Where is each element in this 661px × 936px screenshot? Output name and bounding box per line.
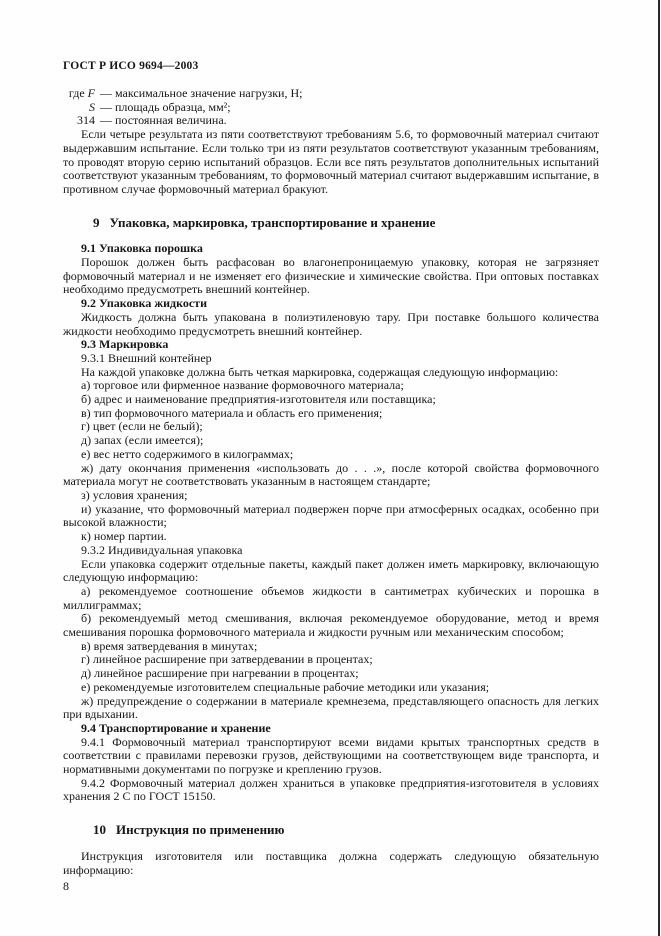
list-item: д) запах (если имеется); (81, 433, 204, 448)
list-item: а) рекомендуемое соотношение объемов жидкости в сантиметрах кубических и порошка в миллиграммах; (63, 583, 599, 612)
body-paragraph: 9.4.2 Формовочный материал должен храниться в упаковке предприятия-изготовителя в условиях хранения 2 С по ГОСТ 15150. (63, 775, 599, 804)
section-9-heading (63, 216, 599, 230)
standard-number-header: ГОСТ Р ИСО 9694—2003 (63, 60, 199, 72)
subsection-9-1-heading: 9.1 Упаковка порошка (81, 241, 203, 256)
document-body (63, 87, 599, 877)
section-10-heading (63, 823, 599, 837)
legend-constant: 314 (77, 113, 95, 128)
list-intro-paragraph: На каждой упаковке должна быть четкая маркировка, содержащая следующую информацию: (81, 364, 559, 379)
subsection-9-3-2-heading: 9.3.2 Индивидуальная упаковка (81, 542, 243, 557)
section-title-text: Инструкция по применению (116, 822, 285, 838)
body-paragraph: Порошок должен быть расфасован во влагонепроницаемую упаковку, которая не загрязняет формовочный материал и не изменяет его физические и химические свойства. При оптовых поставках необходимо предусмотреть внешний контейнер. (63, 255, 599, 297)
section-title-text: Упаковка, маркировка, транспортирование и хранение (109, 214, 436, 230)
legend-line (63, 101, 599, 115)
legend-variable: S (89, 99, 95, 114)
legend-term (63, 87, 95, 101)
list-item: ж) предупреждение о содержании в материале кремнезема, представляющего опасность для легких при вдыхании. (63, 693, 599, 722)
legend-variable: F (87, 86, 95, 100)
list-item: в) время затвердевания в минутах; (81, 638, 258, 653)
subsection-9-4-heading: 9.4 Транспортирование и хранение (81, 720, 271, 735)
list-intro-paragraph: Если упаковка содержит отдельные пакеты, каждый пакет должен иметь маркировку, включающую следующую информацию: (63, 556, 599, 585)
section-number: 9 (93, 214, 100, 230)
list-item: г) линейное расширение при затвердевании в процентах; (81, 652, 373, 667)
list-item: ж) дату окончания применения «использовать до . . .», после которой свойства формовочного материала могут не соответствовать указанным в настоящем стандарте; (63, 460, 599, 489)
legend-pre: где (68, 86, 88, 100)
legend-term (63, 114, 95, 128)
list-item: д) линейное расширение при нагревании в процентах; (81, 666, 359, 681)
scan-edge-artifact (658, 0, 660, 936)
legend-definition: — площадь образца, мм²; (100, 99, 231, 114)
body-paragraph: 9.4.1 Формовочный материал транспортируют всеми видами крытых транспортных средств в соответствии с правилами перевозки грузов, действующими на соответствующем виде транспорта, и нормативными документами по погрузке и креплению грузов. (63, 734, 599, 777)
list-item: б) адрес и наименование предприятия-изготовителя или поставщика; (81, 392, 436, 407)
list-item: б) рекомендуемый метод смешивания, включая рекомендуемое оборудование, метод и время смешивания порошка формовочного материала и жидкости ручным или механическим способом; (63, 611, 599, 640)
subsection-9-3-1-heading: 9.3.1 Внешний контейнер (81, 350, 212, 365)
list-item: в) тип формовочного материала и область его применения; (81, 405, 383, 420)
legend-line (63, 114, 599, 128)
legend-line (63, 87, 599, 101)
list-item: г) цвет (если не белый); (81, 419, 203, 434)
legend-definition: — максимальное значение нагрузки, Н; (100, 86, 303, 100)
list-item: з) условия хранения; (81, 487, 188, 502)
subsection-9-2-heading: 9.2 Упаковка жидкости (81, 296, 207, 311)
list-item: е) рекомендуемые изготовителем специальные рабочие методики или указания; (81, 679, 490, 694)
legend-term (63, 101, 95, 115)
list-item: и) указание, что формовочный материал подвержен порче при атмосферных осадках, особенно при высокой влажности; (63, 501, 599, 530)
body-paragraph: Инструкция изготовителя или поставщика должна содержать следующую обязательную информацию: (63, 848, 599, 877)
formula-legend (63, 87, 599, 128)
body-paragraph: Жидкость должна быть упакована в полиэтиленовую тару. При поставке большого количества жидкости необходимо предусмотреть внешний контейнер. (63, 309, 599, 338)
list-item: к) номер партии. (81, 529, 167, 544)
body-paragraph: Если четыре результата из пяти соответствуют требованиям 5.6, то формовочный материал считают выдержавшим испытание. Если только три из пяти результатов соответствуют указанным требованиям, то проводят вторую серию испытаний образцов. Если все пять результатов дополнительных испытаний соответствуют указанным требованиям, то формовочный материал считают выдержавшим испытание, в противном случае формовочный материал бракуют. (63, 127, 599, 196)
section-number: 10 (93, 822, 106, 838)
page-number: 8 (63, 879, 69, 893)
subsection-9-3-heading: 9.3 Маркировка (81, 337, 169, 352)
list-item: е) вес нетто содержимого в килограммах; (81, 446, 294, 461)
legend-definition: — постоянная величина. (100, 113, 227, 128)
list-item: а) торговое или фирменное название формовочного материала; (81, 378, 404, 393)
